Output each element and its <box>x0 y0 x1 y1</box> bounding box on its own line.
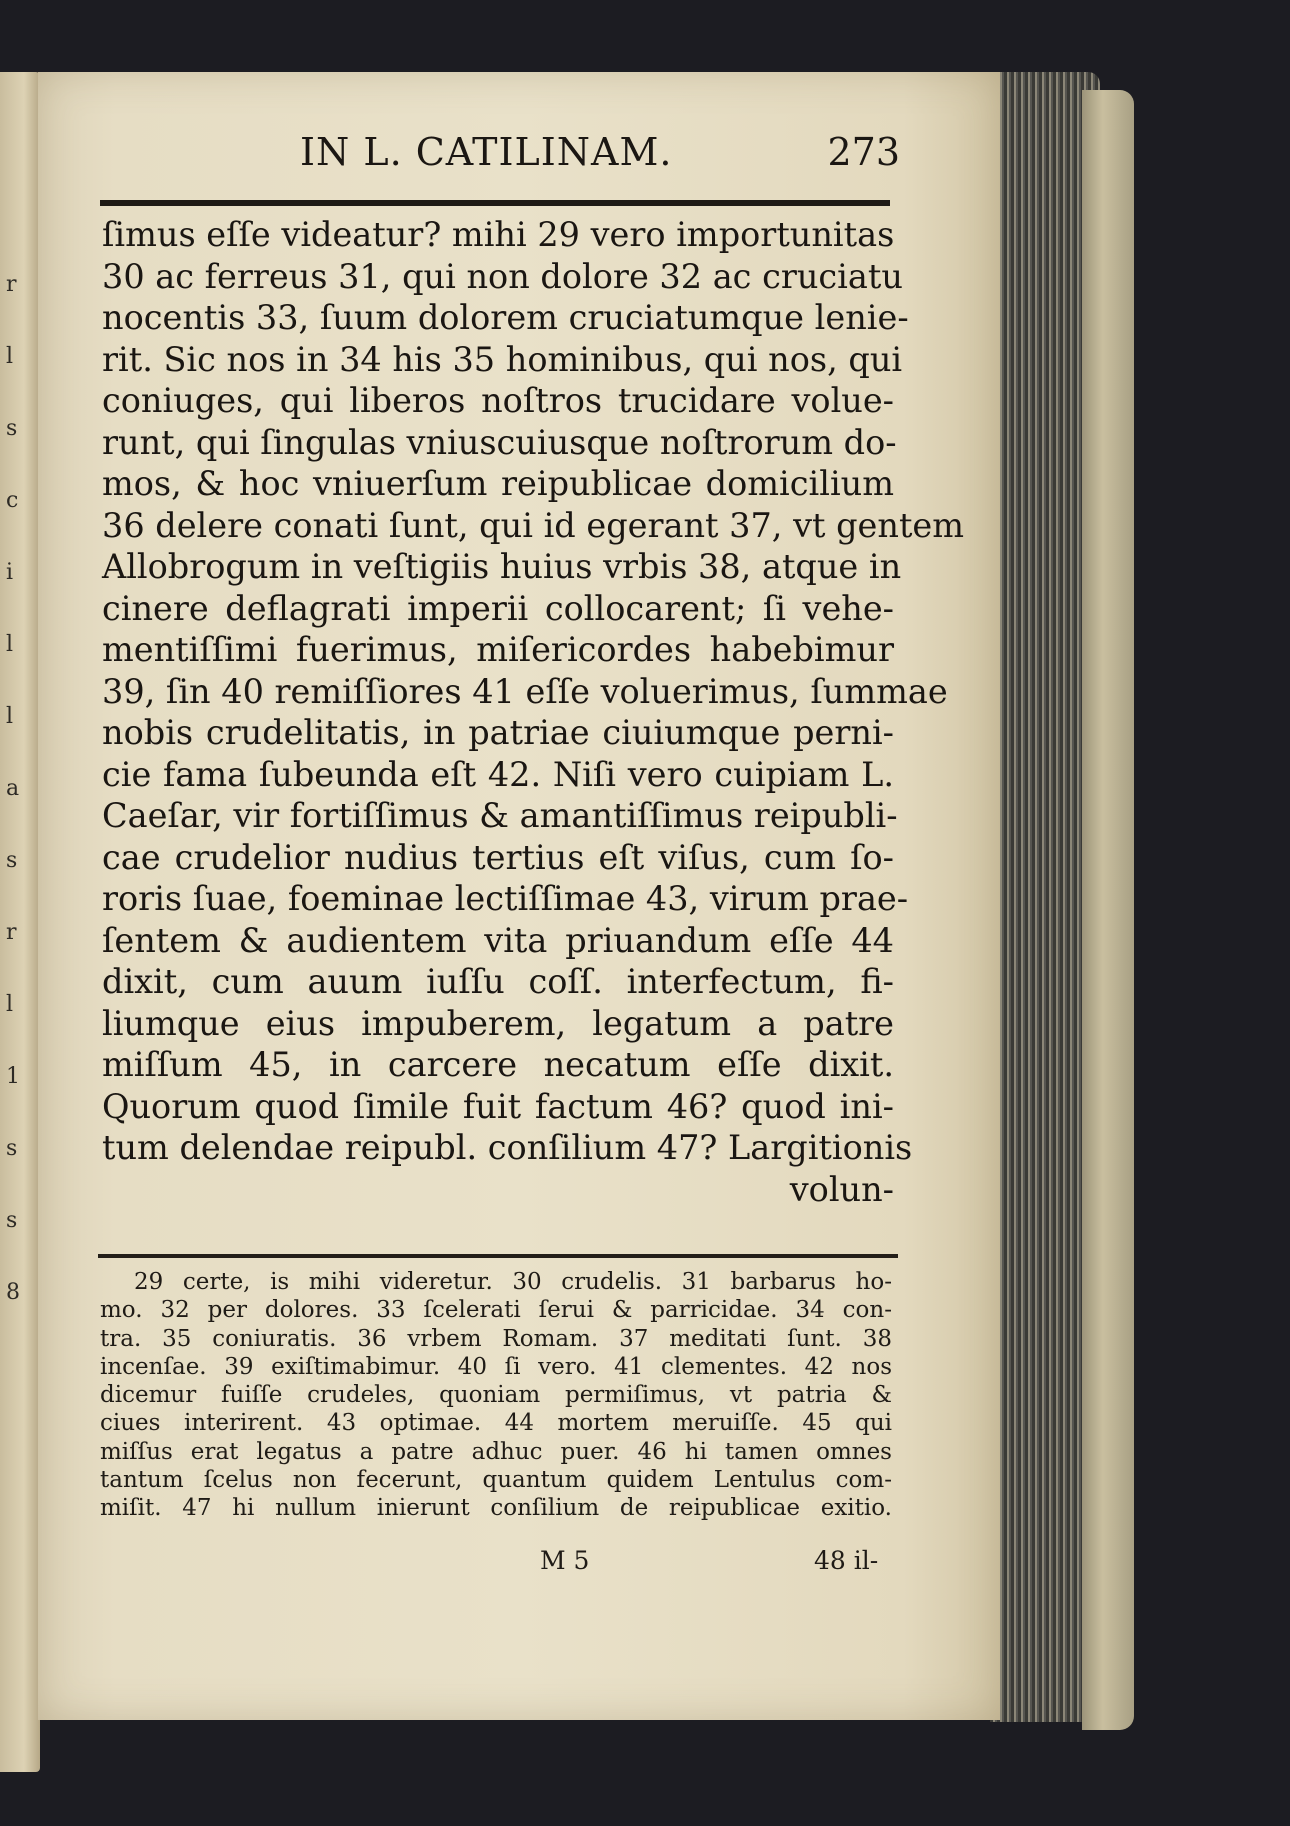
text-line-catch: volun- <box>789 1169 894 1209</box>
text-line: miſſum 45, in carcere necatum eſſe dixit. <box>102 1045 894 1084</box>
footnotes <box>100 1268 892 1523</box>
footnote-line: tantum ſcelus non fecerunt, quantum quidem Lentulus com- <box>100 1467 892 1494</box>
text-line: mentiſſimi fuerimus, miſericordes habebimur <box>102 630 894 669</box>
footnote-line: ciues interirent. 43 optimae. 44 mortem meruiſſe. 45 qui <box>100 1410 892 1437</box>
text-line: rit. Sic nos in 34 his 35 hominibus, qui nos, qui <box>102 339 903 379</box>
margin-letter: a <box>6 776 20 801</box>
footnote-line: miſit. 47 hi nullum inierunt conſilium de reipublicae exitio. <box>100 1495 892 1522</box>
margin-letter: 8 <box>6 1280 20 1305</box>
catchword: 48 il- <box>814 1546 879 1575</box>
margin-letter: s <box>6 1136 18 1161</box>
margin-letter: s <box>6 848 18 873</box>
margin-letter: l <box>6 632 14 657</box>
text-line: Quorum quod ſimile fuit factum 46? quod ini- <box>102 1086 894 1126</box>
margin-letter: i <box>6 560 14 585</box>
text-line: liumque eius impuberem, legatum a patre <box>102 1003 894 1043</box>
header-rule <box>100 200 890 206</box>
text-line: roris ſuae, foeminae lectiſſimae 43, virum prae- <box>102 879 909 918</box>
footnote-line: 29 certe, is mihi videretur. 30 crudelis. 31 barbarus ho- <box>134 1269 892 1295</box>
margin-letter: s <box>6 416 18 441</box>
text-line: dixit, cum auum iuſſu coſſ. interfectum, fi- <box>102 962 894 1001</box>
text-line: Allobrogum in veſtigiis huius vrbis 38, atque in <box>102 547 902 586</box>
margin-letter: l <box>6 992 14 1017</box>
text-line: nocentis 33, ſuum dolorem cruciatumque lenie- <box>102 298 909 337</box>
text-line: nobis crudelitatis, in patriae ciuiumque perni- <box>102 713 894 752</box>
text-line: cinere deflagrati imperii collocarent; ſi vehe- <box>102 588 894 628</box>
margin-letter: r <box>6 920 17 945</box>
footnote-line: mo. 32 per dolores. 33 ſcelerati ſerui & parricidae. 34 con- <box>100 1297 892 1324</box>
facing-page-edge <box>0 72 40 1772</box>
signature-mark: M 5 <box>540 1546 590 1575</box>
margin-letter: r <box>6 272 17 297</box>
running-title: IN L. CATILINAM. <box>300 130 673 174</box>
text-line: coniuges, qui liberos noſtros trucidare volue- <box>102 381 894 420</box>
text-line: 30 ac ferreus 31, qui non dolore 32 ac cruciatu <box>102 256 903 296</box>
margin-letter: l <box>6 704 14 729</box>
margin-letter: c <box>6 488 19 513</box>
footnote-line: tra. 35 coniuratis. 36 vrbem Romam. 37 meditati ſunt. 38 <box>100 1325 892 1352</box>
text-line: 36 delere conati ſunt, qui id egerant 37, vt gentem <box>102 505 965 545</box>
page-header <box>100 130 900 190</box>
book-cover-edge <box>1082 90 1134 1730</box>
text-line: cae crudelior nudius tertius eſt viſus, cum ſo- <box>102 837 894 877</box>
page-number: 273 <box>827 130 900 174</box>
text-line: ſentem & audientem vita priuandum eſſe 44 <box>102 920 894 960</box>
footnote-line: miſſus erat legatus a patre adhuc puer. 46 hi tamen omnes <box>100 1438 892 1465</box>
margin-letter: s <box>6 1208 18 1233</box>
main-text <box>102 214 965 1210</box>
footnote-line: dicemur fuiſſe crudeles, quoniam permiſimus, vt patria & <box>100 1382 892 1409</box>
margin-letter: l <box>6 344 14 369</box>
notes-rule <box>98 1254 898 1258</box>
text-line: runt, qui ſingulas vniuscuiusque noſtrorum do- <box>102 422 897 462</box>
text-line: tum delendae reipubl. conſilium 47? Largitionis <box>102 1128 913 1167</box>
text-line: cie fama ſubeunda eſt 42. Niſi vero cuipiam L. <box>102 754 894 794</box>
text-line: ſimus eſſe videatur? mihi 29 vero importunitas <box>102 215 895 254</box>
footnote-line: incenſae. 39 exiſtimabimur. 40 ſi vero. 41 clementes. 42 nos <box>100 1353 892 1380</box>
text-line: mos, & hoc vniuerſum reipublicae domicilium <box>102 464 894 503</box>
text-line: 39, ſin 40 remiſſiores 41 eſſe voluerimus, ſummae <box>102 671 948 711</box>
margin-letter: 1 <box>6 1064 20 1089</box>
text-line: Caeſar, vir fortiſſimus & amantiſſimus reipubli- <box>102 796 898 835</box>
facing-page-margin-letters <box>6 272 26 1352</box>
